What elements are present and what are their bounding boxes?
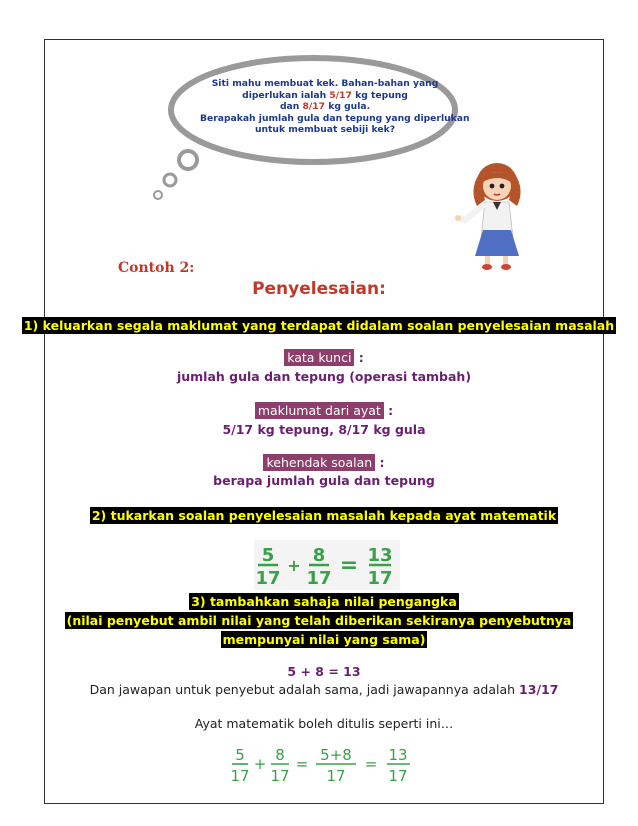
cloud-text-part: kg gula. [328,101,371,112]
answer-text: Dan jawapan untuk penyebut adalah sama, jadi jawapannya adalah [89,682,520,697]
goal-label: kehendak soalan [263,454,375,471]
eq2-den-4: 17 [388,767,408,785]
step-2 [44,507,604,524]
page-title: Penyelesaian: [252,279,386,299]
cloud-text [200,78,470,136]
eq2-den-2: 17 [270,767,290,785]
girl-illustration [455,160,530,272]
cloud-text-part: kg tepung [355,89,408,101]
keyword-label: kata kunci [284,349,354,366]
sum-row [44,663,604,680]
eq1-num-1: 5 [261,545,275,566]
eq2-den-3: 17 [326,767,346,785]
eq1-num-2: 8 [312,545,326,566]
goal-heading [44,454,604,471]
step-3-text-1: 3) tambahkan sahaja nilai pengangka [191,594,457,609]
eq2-equals-1: = [295,755,309,773]
equation-fractions [254,540,400,590]
step-2-text: 2) tukarkan soalan penyelesaian masalah kepada ayat matematik [91,508,557,523]
math-note: Ayat matematik boleh ditulis seperti ini… [194,716,454,731]
eq2-equals-2: = [364,755,378,773]
step-1 [0,317,638,334]
keyword-colon: : [354,350,364,365]
goal-value: berapa jumlah gula dan tepung [213,473,435,488]
eq1-equals: = [339,553,359,578]
sum-line: 5 + 8 = 13 [287,664,361,679]
step-3-line-2 [0,612,638,629]
step-3-line-1 [44,593,604,610]
cloud-line-5: untuk membuat sebiji kek? [254,124,396,135]
step-1-text: 1) keluarkan segala maklumat yang terdapat didalam soalan penyelesaian masalah [23,318,615,333]
eq1-den-2: 17 [306,568,332,589]
eq2-plus: + [253,755,267,773]
info-value: 5/17 kg tepung, 8/17 kg gula [222,422,426,437]
cloud-line-3 [200,101,450,113]
equation-handwritten [230,744,416,786]
cloud-text-part: dan [279,101,300,112]
math-note-row [44,715,604,732]
eq2-num-4: 13 [388,746,408,764]
eq1-num-3: 13 [367,545,393,566]
step-3-text-2: (nilai penyebut ambil nilai yang telah diberikan sekiranya penyebutnya [66,613,572,628]
step-3-text-3: mempunyai nilai yang sama) [222,632,426,647]
info-value-row [44,421,604,438]
eq2-num-1: 5 [235,746,245,764]
goal-value-row [44,472,604,489]
cloud-text-part: diperlukan ialah [242,89,327,101]
eq1-plus: + [287,556,301,575]
answer-row [44,681,604,698]
eq2-num-3: 5+8 [320,746,352,764]
info-label: maklumat dari ayat [255,402,384,419]
answer-value: 13/17 [519,682,559,697]
eq2-num-2: 8 [275,746,285,764]
cloud-line-2 [200,90,450,102]
info-heading [44,402,604,419]
step-3-line-3 [44,631,604,648]
keyword-value-row [44,368,604,385]
eq1-den-1: 17 [255,568,281,589]
goal-colon: : [375,455,385,470]
eq1-den-3: 17 [367,568,393,589]
cloud-fraction-flour: 5/17 [329,89,352,101]
cloud-fraction-sugar: 8/17 [302,101,326,112]
keyword-heading [44,349,604,366]
example-label: Contoh 2: [118,260,195,276]
info-colon: : [383,403,394,418]
eq2-den-1: 17 [230,767,250,785]
cloud-line-1: Siti mahu membuat kek. Bahan-bahan yang [211,78,439,89]
keyword-value: jumlah gula dan tepung (operasi tambah) [176,369,472,384]
cloud-line-4: Berapakah jumlah gula dan tepung yang diperlukan [200,112,470,124]
